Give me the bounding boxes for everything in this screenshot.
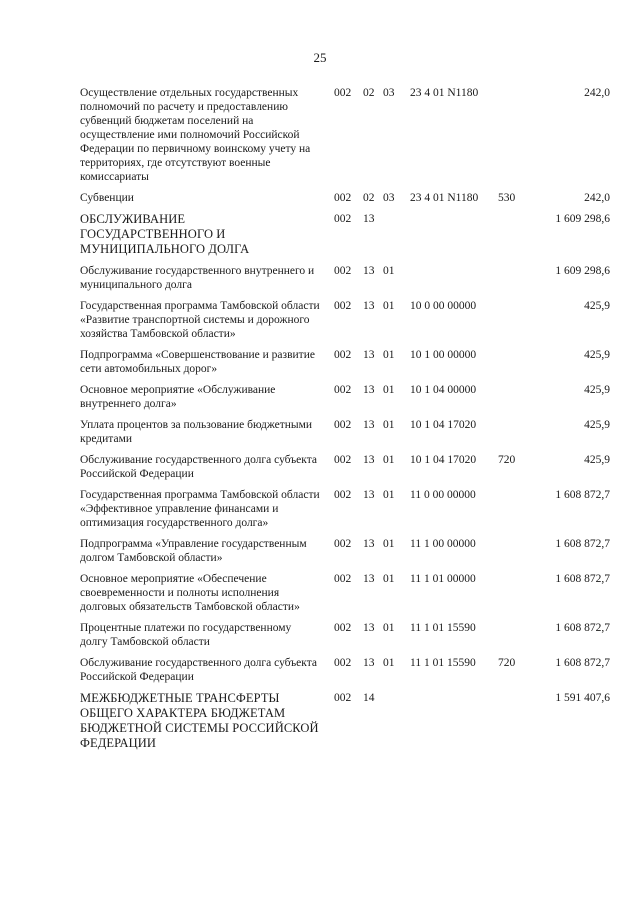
row-csr: 11 1 01 00000 <box>410 573 476 585</box>
row-vr: 720 <box>498 454 516 466</box>
table-row <box>80 572 610 614</box>
row-sum: 1 608 872,7 <box>555 573 610 585</box>
row-sum: 1 591 407,6 <box>555 692 610 704</box>
row-sum: 1 608 872,7 <box>555 489 610 501</box>
table-row <box>80 191 610 205</box>
row-name: Основное мероприятие «Обеспечение своевременности и полноты исполнения долговых обязательств Тамбовской области» <box>80 573 300 613</box>
row-csr: 11 1 01 15590 <box>410 622 476 634</box>
row-pr: 01 <box>383 419 395 431</box>
row-pr: 03 <box>383 192 395 204</box>
row-rz: 13 <box>363 213 375 225</box>
page-number: 25 <box>313 50 327 65</box>
row-name: Подпрограмма «Управление государственным долгом Тамбовской области» <box>80 538 307 564</box>
table-row <box>80 488 610 530</box>
row-sum: 242,0 <box>584 192 610 204</box>
row-csr: 23 4 01 N1180 <box>410 192 479 204</box>
row-sum: 1 609 298,6 <box>555 213 610 225</box>
row-ved: 002 <box>334 87 352 99</box>
row-vr: 530 <box>498 192 516 204</box>
table-row <box>80 212 610 257</box>
row-ved: 002 <box>334 419 352 431</box>
row-sum: 1 608 872,7 <box>555 657 610 669</box>
row-name: Основное мероприятие «Обслуживание внутреннего долга» <box>80 384 276 410</box>
row-pr: 01 <box>383 573 395 585</box>
row-rz: 13 <box>363 538 375 550</box>
row-rz: 13 <box>363 454 375 466</box>
row-rz: 13 <box>363 300 375 312</box>
table-row <box>80 86 610 184</box>
row-rz: 13 <box>363 384 375 396</box>
row-rz: 13 <box>363 419 375 431</box>
row-sum: 1 609 298,6 <box>555 265 610 277</box>
row-pr: 01 <box>383 384 395 396</box>
row-csr: 10 1 04 00000 <box>410 384 477 396</box>
row-ved: 002 <box>334 265 352 277</box>
table-row <box>80 691 610 751</box>
row-ved: 002 <box>334 692 352 704</box>
budget-table <box>80 86 610 758</box>
row-name: Государственная программа Тамбовской области «Развитие транспортной системы и дорожного хозяйства Тамбовской области» <box>80 300 320 340</box>
row-sum: 1 608 872,7 <box>555 538 610 550</box>
row-pr: 01 <box>383 349 395 361</box>
row-csr: 10 1 04 17020 <box>410 419 477 431</box>
row-name: Обслуживание государственного долга субъекта Российской Федерации <box>80 657 317 683</box>
row-ved: 002 <box>334 384 352 396</box>
row-name: Субвенции <box>80 192 134 204</box>
row-ved: 002 <box>334 213 352 225</box>
row-ved: 002 <box>334 573 352 585</box>
row-sum: 425,9 <box>584 384 610 396</box>
table-row <box>80 537 610 565</box>
row-sum: 425,9 <box>584 349 610 361</box>
row-name: Уплата процентов за пользование бюджетными кредитами <box>80 419 313 445</box>
row-name: Осуществление отдельных государственных полномочий по расчету и предоставлению субвенций бюджетам поселений на осуществление ими полномочий Российской Федерации по первичному воинскому учету на территориях, где отсутствуют военные комиссариаты <box>80 87 311 183</box>
table-row <box>80 348 610 376</box>
row-ved: 002 <box>334 454 352 466</box>
row-sum: 425,9 <box>584 300 610 312</box>
row-rz: 02 <box>363 87 375 99</box>
row-sum: 425,9 <box>584 419 610 431</box>
row-name: Подпрограмма «Совершенствование и развитие сети автомобильных дорог» <box>80 349 315 375</box>
row-ved: 002 <box>334 300 352 312</box>
row-csr: 10 1 04 17020 <box>410 454 477 466</box>
table-row <box>80 418 610 446</box>
row-ved: 002 <box>334 538 352 550</box>
table-row <box>80 656 610 684</box>
row-sum: 1 608 872,7 <box>555 622 610 634</box>
row-rz: 13 <box>363 622 375 634</box>
row-name: ОБСЛУЖИВАНИЕ ГОСУДАРСТВЕННОГО И МУНИЦИПАЛЬНОГО ДОЛГА <box>80 212 250 256</box>
row-csr: 10 1 00 00000 <box>410 349 477 361</box>
row-vr: 720 <box>498 657 516 669</box>
row-pr: 01 <box>383 657 395 669</box>
row-ved: 002 <box>334 192 352 204</box>
table-row <box>80 299 610 341</box>
row-rz: 13 <box>363 265 375 277</box>
row-name: МЕЖБЮДЖЕТНЫЕ ТРАНСФЕРТЫ ОБЩЕГО ХАРАКТЕРА БЮДЖЕТАМ БЮДЖЕТНОЙ СИСТЕМЫ РОССИЙСКОЙ ФЕДЕРАЦИИ <box>80 691 319 750</box>
row-pr: 01 <box>383 538 395 550</box>
row-name: Государственная программа Тамбовской области «Эффективное управление финансами и оптимизация государственного долга» <box>80 489 320 529</box>
table-row <box>80 264 610 292</box>
table-row <box>80 453 610 481</box>
row-name: Процентные платежи по государственному долгу Тамбовской области <box>80 622 292 648</box>
row-ved: 002 <box>334 657 352 669</box>
row-name: Обслуживание государственного долга субъекта Российской Федерации <box>80 454 317 480</box>
row-csr: 11 0 00 00000 <box>410 489 476 501</box>
row-pr: 01 <box>383 454 395 466</box>
row-csr: 10 0 00 00000 <box>410 300 477 312</box>
row-rz: 13 <box>363 657 375 669</box>
table-row <box>80 383 610 411</box>
row-csr: 11 1 00 00000 <box>410 538 476 550</box>
row-sum: 425,9 <box>584 454 610 466</box>
row-pr: 01 <box>383 489 395 501</box>
row-pr: 03 <box>383 87 395 99</box>
row-csr: 11 1 01 15590 <box>410 657 476 669</box>
row-pr: 01 <box>383 265 395 277</box>
row-csr: 23 4 01 N1180 <box>410 87 479 99</box>
row-pr: 01 <box>383 300 395 312</box>
row-pr: 01 <box>383 622 395 634</box>
row-rz: 13 <box>363 573 375 585</box>
row-ved: 002 <box>334 622 352 634</box>
row-rz: 02 <box>363 192 375 204</box>
table-row <box>80 621 610 649</box>
row-rz: 13 <box>363 349 375 361</box>
row-sum: 242,0 <box>584 87 610 99</box>
row-ved: 002 <box>334 489 352 501</box>
row-ved: 002 <box>334 349 352 361</box>
row-rz: 14 <box>363 692 375 704</box>
row-name: Обслуживание государственного внутреннего и муниципального долга <box>80 265 315 291</box>
row-rz: 13 <box>363 489 375 501</box>
